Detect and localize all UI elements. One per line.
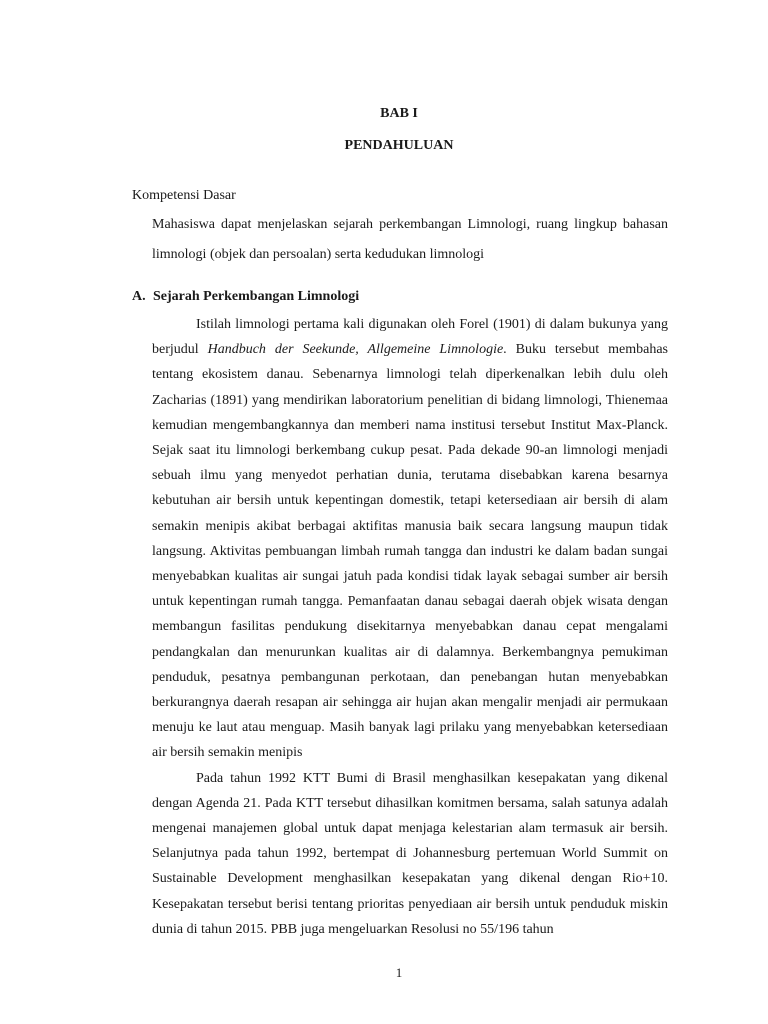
- section-marker: A.: [132, 289, 146, 304]
- chapter-number: BAB I: [380, 106, 418, 121]
- competency-text: Mahasiswa dapat menjelaskan sejarah perkembangan Limnologi, ruang lingkup bahasan limnologi (objek dan persoalan) serta kedudukan limnologi: [152, 217, 668, 262]
- paragraph-text: . Buku tersebut membahas tentang ekosistem danau. Sebenarnya limnologi telah diperkenalkan lebih dulu oleh Zacharias (1891) yang mendirikan laboratorium penelitian di bidang limnologi, Thienemaa kemudian mengembangkannya dan memberi nama institusi tersebut Institut Max-Planck. Sejak saat itu limnologi berkembang cukup pesat. Pada dekade 90-an limnologi menjadi sebuah ilmu yang menyedot perhatian dunia, terutama disebabkan karena besarnya kebutuhan air bersih untuk kepentingan domestik, tetapi ketersediaan air bersih di alam semakin menipis akibat berbagai aktifitas manusia baik secara langsung maupun tidak langsung. Aktivitas pembuangan limbah rumah tangga dan industri ke dalam badan sungai menyebabkan kualitas air sungai jatuh pada kondisi tidak layak sebagai sumber air bersih untuk kepentingan rumah tangga. Pemanfaatan danau sebagai daerah objek wisata dengan membangun fasilitas pendukung disekitarnya menyebabkan danau cepat mengalami pendangkalan dan menurunkan kualitas air di dalamnya. Berkembangnya pemukiman penduduk, pesatnya pembangunan perkotaan, dan penebangan hutan menyebabkan berkurangnya daerah resapan air sehingga air hujan akan mengalir menjadi air permukaan menuju ke laut atau menguap. Masih banyak lagi prilaku yang menyebabkan ketersediaan air bersih semakin menipis: [152, 342, 668, 761]
- paragraph: Pada tahun 1992 KTT Bumi di Brasil menghasilkan kesepakatan yang dikenal dengan Agenda 21. Pada KTT tersebut dihasilkan komitmen bersama, salah satunya adalah mengenai manajemen global untuk dapat menjaga kelestarian alam termasuk air bersih. Selanjutnya pada tahun 1992, bertempat di Johannesburg pertemuan World Summit on Sustainable Development menghasilkan kesepakatan yang dikenal dengan Rio+10. Kesepakatan tersebut berisi tentang prioritas penyediaan air bersih untuk penduduk miskin dunia di tahun 2015. PBB juga mengeluarkan Resolusi no 55/196 tahun: [152, 770, 668, 937]
- page-number: 1: [395, 965, 403, 980]
- section-heading: [132, 289, 359, 305]
- competency-heading: Kompetensi Dasar: [132, 188, 236, 203]
- book-title: Handbuch der Seekunde, Allgemeine Limnologie: [207, 342, 504, 358]
- section-title: Sejarah Perkembangan Limnologi: [153, 289, 360, 304]
- section-body: [152, 312, 668, 942]
- paragraph-text: Istilah limnologi pertama kali digunakan oleh Forel (1901) di dalam bukunya yang berjudul: [152, 317, 668, 358]
- paragraph: [152, 312, 668, 766]
- chapter-title: PENDAHULUAN: [344, 138, 454, 153]
